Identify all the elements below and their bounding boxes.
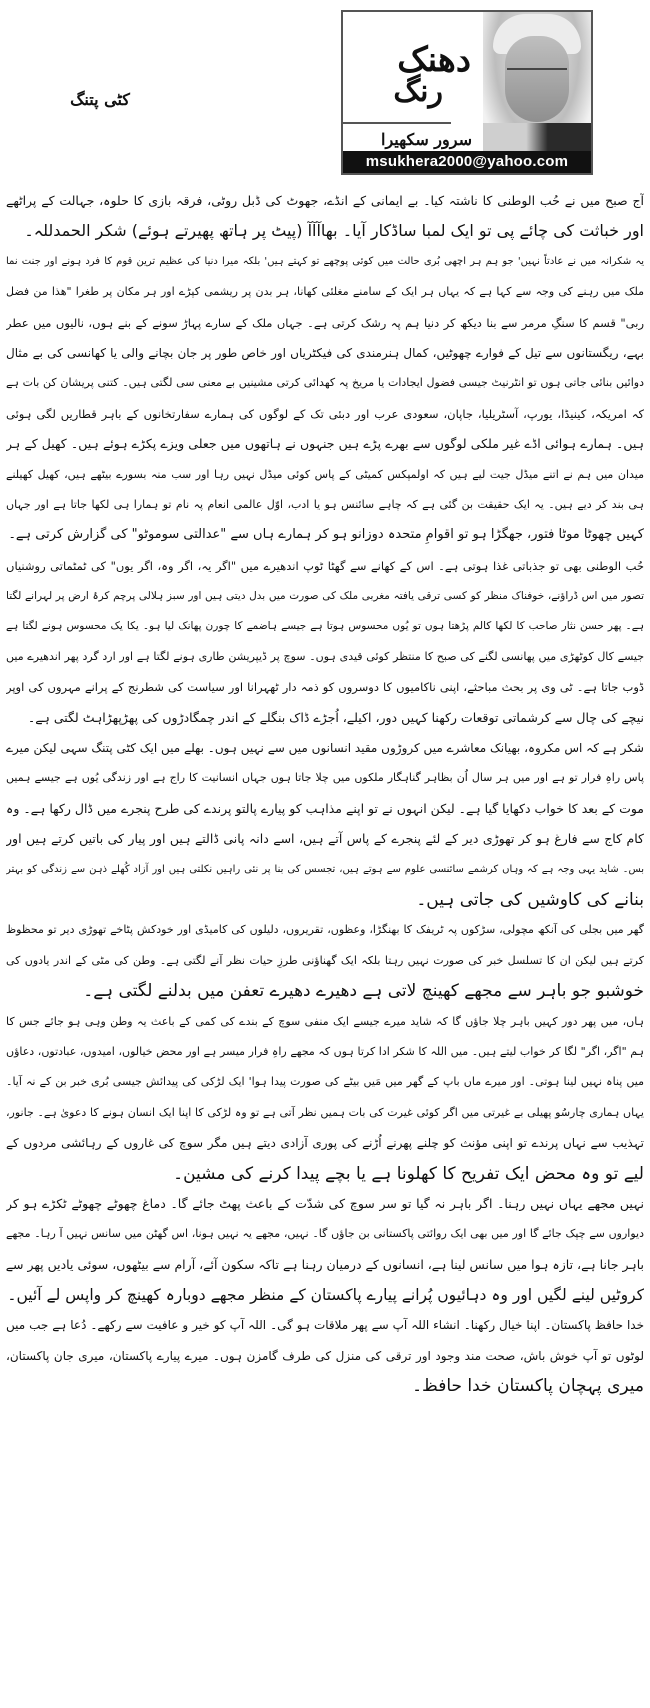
article-line: کام کاج سے فارغ ہو کر تھوڑی دیر کے لئے پنجرے کے پاس آتے ہیں، اسے دانہ پانی ڈالتے ہیں اور پیار کی باتیں کرتے ہیں اور [6,831,644,847]
article-line: بہے، ریگستانوں سے تیل کے فوارے چھوٹیں، کمال ہنرمندی کی فیکٹریاں اور خاص طور پر جان بچانے والی یا کھانسی کی بے مثال [6,345,644,360]
article-line: کروٹیں لینے لگیں اور وہ دہائیوں پُرانے پیارے پاکستان کے منظر مجھے دوبارہ کھینچ کر واپس لے آئیں۔ [7,1286,644,1305]
author-email[interactable]: msukhera2000@yahoo.com [343,151,591,173]
article-line: نیچے کی چال سے کرشماتی توقعات رکھنا کہیں دور، اکیلے، اُجڑے ڈاک بنگلے کے اندر چمگادڑوں کی پھڑپھڑاہٹ لگتی ہے۔ [27,709,644,725]
article-title: کٹی پتنگ [70,90,130,109]
article-line: بنانے کی کاوشیں کی جاتی ہیں۔ [416,889,644,910]
article-line: ہاں، میں پھر دور کہیں باہر چلا جاؤں گا کہ شاید میرے جیسے ایک منفی سوچ کے بندے کی کمی کے باعث یہ وطن وہی ہو جائے جس کا [6,1014,644,1028]
article-line: دوائیں بنائی جاتی ہوں تو انٹرنیٹ جیسی فضول ایجادات یا مریخ پہ کھدائی کرتی مشینیں بے معنی سی لگتی ہیں۔ کتنی پریشان کن بات ہے [6,376,644,390]
article-line: میں پناہ نہیں لینا ہوتی۔ اور میرے ماں باپ کے گھر میں مَیں بیٹے کی صورت پیدا ہوا' ایک لڑکی کی پیدائش جیسی بُری خبر بن کے نہ آیا۔ [6,1075,644,1089]
article-line: کرتے ہیں لیکن ان کا تسلسل خبر کی صورت نہیں رہتا بلکہ ایک گھناؤنی طرزِ حیات نظر آنے لگتی ہے۔ وطن کی مٹی کے اندر یادوں کی [6,953,644,967]
article-line: خدا حافظ پاکستان۔ اپنا خیال رکھنا۔ انشاء اللہ آپ سے پھر ملاقات ہو گی۔ اللہ آپ کو خیر و عافیت سے رکھے۔ دُعا ہے جب میں [6,1318,644,1333]
article-line: تصور میں اس ڈراؤنے، خوفناک منظر کو کسی ترقی یافتہ مغربی ملک کی صورت میں بدل دیتی ہیں اور سبز ہلالی پرچم کرۂ ارض پر لہرانے لگتا [6,590,644,603]
article-line: کہ امریکہ، کینیڈا، یورپ، آسٹریلیا، جاپان، سعودی عرب اور دبئی تک کے لوگوں کی ہمارے سفارتخانوں کے باہر قطاریں لگی ہوئی [6,406,644,421]
article-line: ربی" قسم کا سنگِ مرمر سے بنا دیکھ کر دنیا ہم پہ رشک کرتی ہے۔ جہاں ملک کے سارے پہاڑ سونے کے بنے ہوں، نالیوں میں عطر [6,315,644,330]
article-body [6,186,644,1402]
article-line: بس۔ شاید یہی وجہ ہے کہ وہاں کرشمے سائنسی علوم سے ہوتے ہیں، تجسس کی بنا پر نئی راہیں نکلتی ہیں اور آزاد کُھلے ذہن سے زندگی کو بہتر [6,863,644,875]
column-logo-line2: رنگ [393,74,443,109]
article-line: آج صبح میں نے حُب الوطنی کا ناشتہ کیا۔ بے ایمانی کے انڈے، جھوٹ کی ڈبل روٹی، فرقہ بازی کا حلوہ، جہالت کے پراٹھے [6,193,644,208]
article-line: موت کے بعد کا خواب دکھایا گیا ہے۔ لیکن انہوں نے تو اپنے مذاہب کو پیارے پالتو پرندے کی طرح پنجرے میں ڈال رکھا ہے۔ وہ [6,800,644,816]
article-line: دیواروں سے چپک جائے گا اور میں بھی ایک روائتی پاکستانی بن جاؤں گا۔ نہیں، مجھے یہ نہیں ہونا، اس گھٹن میں سانس نہیں آ رہا۔ مجھے [6,1227,644,1241]
article-line: حُب الوطنی بھی تو جذباتی غذا ہوتی ہے۔ اس کے کھانے سے گھٹا ٹوپ اندھیرے میں "اگر یہ، اگر وہ، اگر یوں" کی ٹمٹماتی روشنیاں [6,558,644,573]
article-line: ملک میں رہنے کی وجہ سے کہا ہے کہ یہاں ہر ایک کے سامنے مغلئی کھانا، ہر بدن پر ریشمی کپڑے اور ہر مکان پر طغرا "ھذا من فضل [6,285,644,299]
article-line: پاس راہِ فرار تو ہے اور میں ہر سال اُن بظاہر گناہگار ملکوں میں چلا جاتا ہوں جہاں انسانیت کا راج ہے اور زندگی یُوں ہے جیسے ہمیں [6,771,644,785]
article-line: خوشبو جو باہر سے مجھے کھینچ لاتی ہے دھیرے دھیرے تعفن میں بدلنے لگتی ہے۔ [83,981,644,1002]
column-header [341,10,593,175]
column-logo [351,42,471,112]
article-line: یہ شکرانہ میں نے عادتاً نہیں' جو ہم ہر اچھی بُری حالت میں کوئی پوچھے تو کہتے ہیں' بلکہ میرا دنیا کی عظیم ترین قوم کا فرد ہونے اور جنت نما [6,255,644,267]
article-line: میری پہچان پاکستان خدا حافظ۔ [412,1376,644,1397]
logo-divider [343,122,451,124]
author-name: سرور سکھیرا [381,130,472,149]
author-photo [483,12,591,157]
article-line: لوٹوں تو آپ خوش باش، صحت مند وجود اور ترقی کی منزل کی طرف گامزن ہوں۔ میرے پیارے پاکستان، میری جان پاکستان، [6,1348,644,1363]
column-logo-line1: دھنک [397,40,471,80]
article-line: باہر جانا ہے، تازہ ہوا میں سانس لینا ہے، انسانوں کے درمیان رہنا ہے تاکہ سکون آئے، آرام سے بیٹھوں، سوئی یادیں پھر سے [6,1256,644,1272]
article-line: ہی بند کر دیے ہیں۔ یہ ایک حقیقت بن گئی ہے کہ چاہے سائنس ہو یا ادب، اوّل عالمی انعام پہ نام تو ہمارا ہی لکھا جاتا ہے اور جہاں [6,497,644,511]
article-line: ہے۔ پھر حسن نثار صاحب کا لکھا کالم پڑھتا ہوں تو یُوں محسوس ہوتا ہے جیسے ہاضمے کا چورن پھانک لیا ہو۔ یکا یک محسوس ہونے لگتا ہے [6,620,644,633]
article-line: یہاں ہماری چارسُو پھیلی بے غیرتی میں اگر کوئی غیرت کی بات ہمیں نظر آتی ہے تو وہ لڑکی کا اپنا ایک انسان ہونے کا دعویٰ ہے۔ جانور، [6,1105,644,1119]
article-line: گھر میں بجلی کی آنکھ مچولی، سڑکوں پہ ٹریفک کا بھنگڑا، وعظوں، تقریروں، دلیلوں کی کامیڈی اور خودکش پٹاخے تھوڑی دیر تو محظوظ [6,923,644,937]
article-line: ہیں۔ ہمارے ہوائی اڈے غیر ملکی لوگوں سے بھرے پڑے ہیں جنہوں نے ہاتھوں میں جعلی ویزے پکڑے ہوئے ہیں۔ کھیل کے ہر [6,436,644,452]
article-line: کہیں چھوٹا موٹا فتور، جھگڑا ہو تو اقوامِ متحدہ دوزانو ہو کر ہمارے ہاں سے "عدالتی سوموٹو" کی گزارش کرتی ہے۔ [8,527,644,543]
article-line: ڈوب جاتا ہے۔ ٹی وی پر بحث مباحثے، اپنی ناکامیوں کا دوسروں کو ذمہ دار ٹھہرانا اور سیاست کی شطرنج کے پرانے مہروں کی اوپر [6,680,644,695]
article-line: اور خباثت کی چائے پی تو ایک لمبا ساڈکار آیا۔ بھاآآآ (پیٹ پر ہاتھ پھیرتے ہوئے) شکر الحمدللہ۔ [24,221,644,241]
article-line: لیے تو وہ محض ایک تفریح کا کھلونا ہے یا بچے پیدا کرنے کی مشین۔ [173,1163,644,1184]
article-line: نہیں مجھے یہاں نہیں رہنا۔ اگر باہر نہ گیا تو سر سوچ کی شدّت کے باعث پھٹ جائے گا۔ دماغ چھوٹے چھوٹے ٹکڑے ہو کر [6,1195,644,1211]
article-line: میدان میں ہم نے اتنے میڈل جیت لیے ہیں کہ اولمپکس کمیٹی کے پاس کوئی میڈل نہیں رہا اور سب منہ بسورے بیٹھے ہیں، کھیل کھیلنے [6,467,644,481]
article-line: تہذیب سے نہاں پرندے تو اپنی مؤنث کو چلنے پھرنے اُڑنے کی پوری آزادی دیتے ہیں مگر سوچ کی غاروں کے رہائشی مردوں کے [6,1136,644,1151]
article-line: ہم "اگر، اگر" لگا کر خواب لیتے ہیں۔ میں اللہ کا شکر ادا کرتا ہوں کہ مجھے راہِ فرار میسر ہے اور محض خیالوں، امیدوں، عبادتوں، دعاؤں [6,1044,644,1058]
article-line: جیسے کال کوٹھڑی میں پھانسی لگنے کی صبح کا منتظر کوئی قیدی ہوں۔ سوچ پر ڈیپریشن طاری ہونے لگتا ہے اور ارد گرد پھر اندھیرے میں [6,649,644,663]
article-line: شکر ہے کہ اس مکروہ، بھیانک معاشرے میں کروڑوں مقید انسانوں میں سے نہیں ہوں۔ بھلے میں ایک کٹی پتنگ سہی لیکن میرے [6,741,644,756]
photo-glasses [507,68,567,80]
